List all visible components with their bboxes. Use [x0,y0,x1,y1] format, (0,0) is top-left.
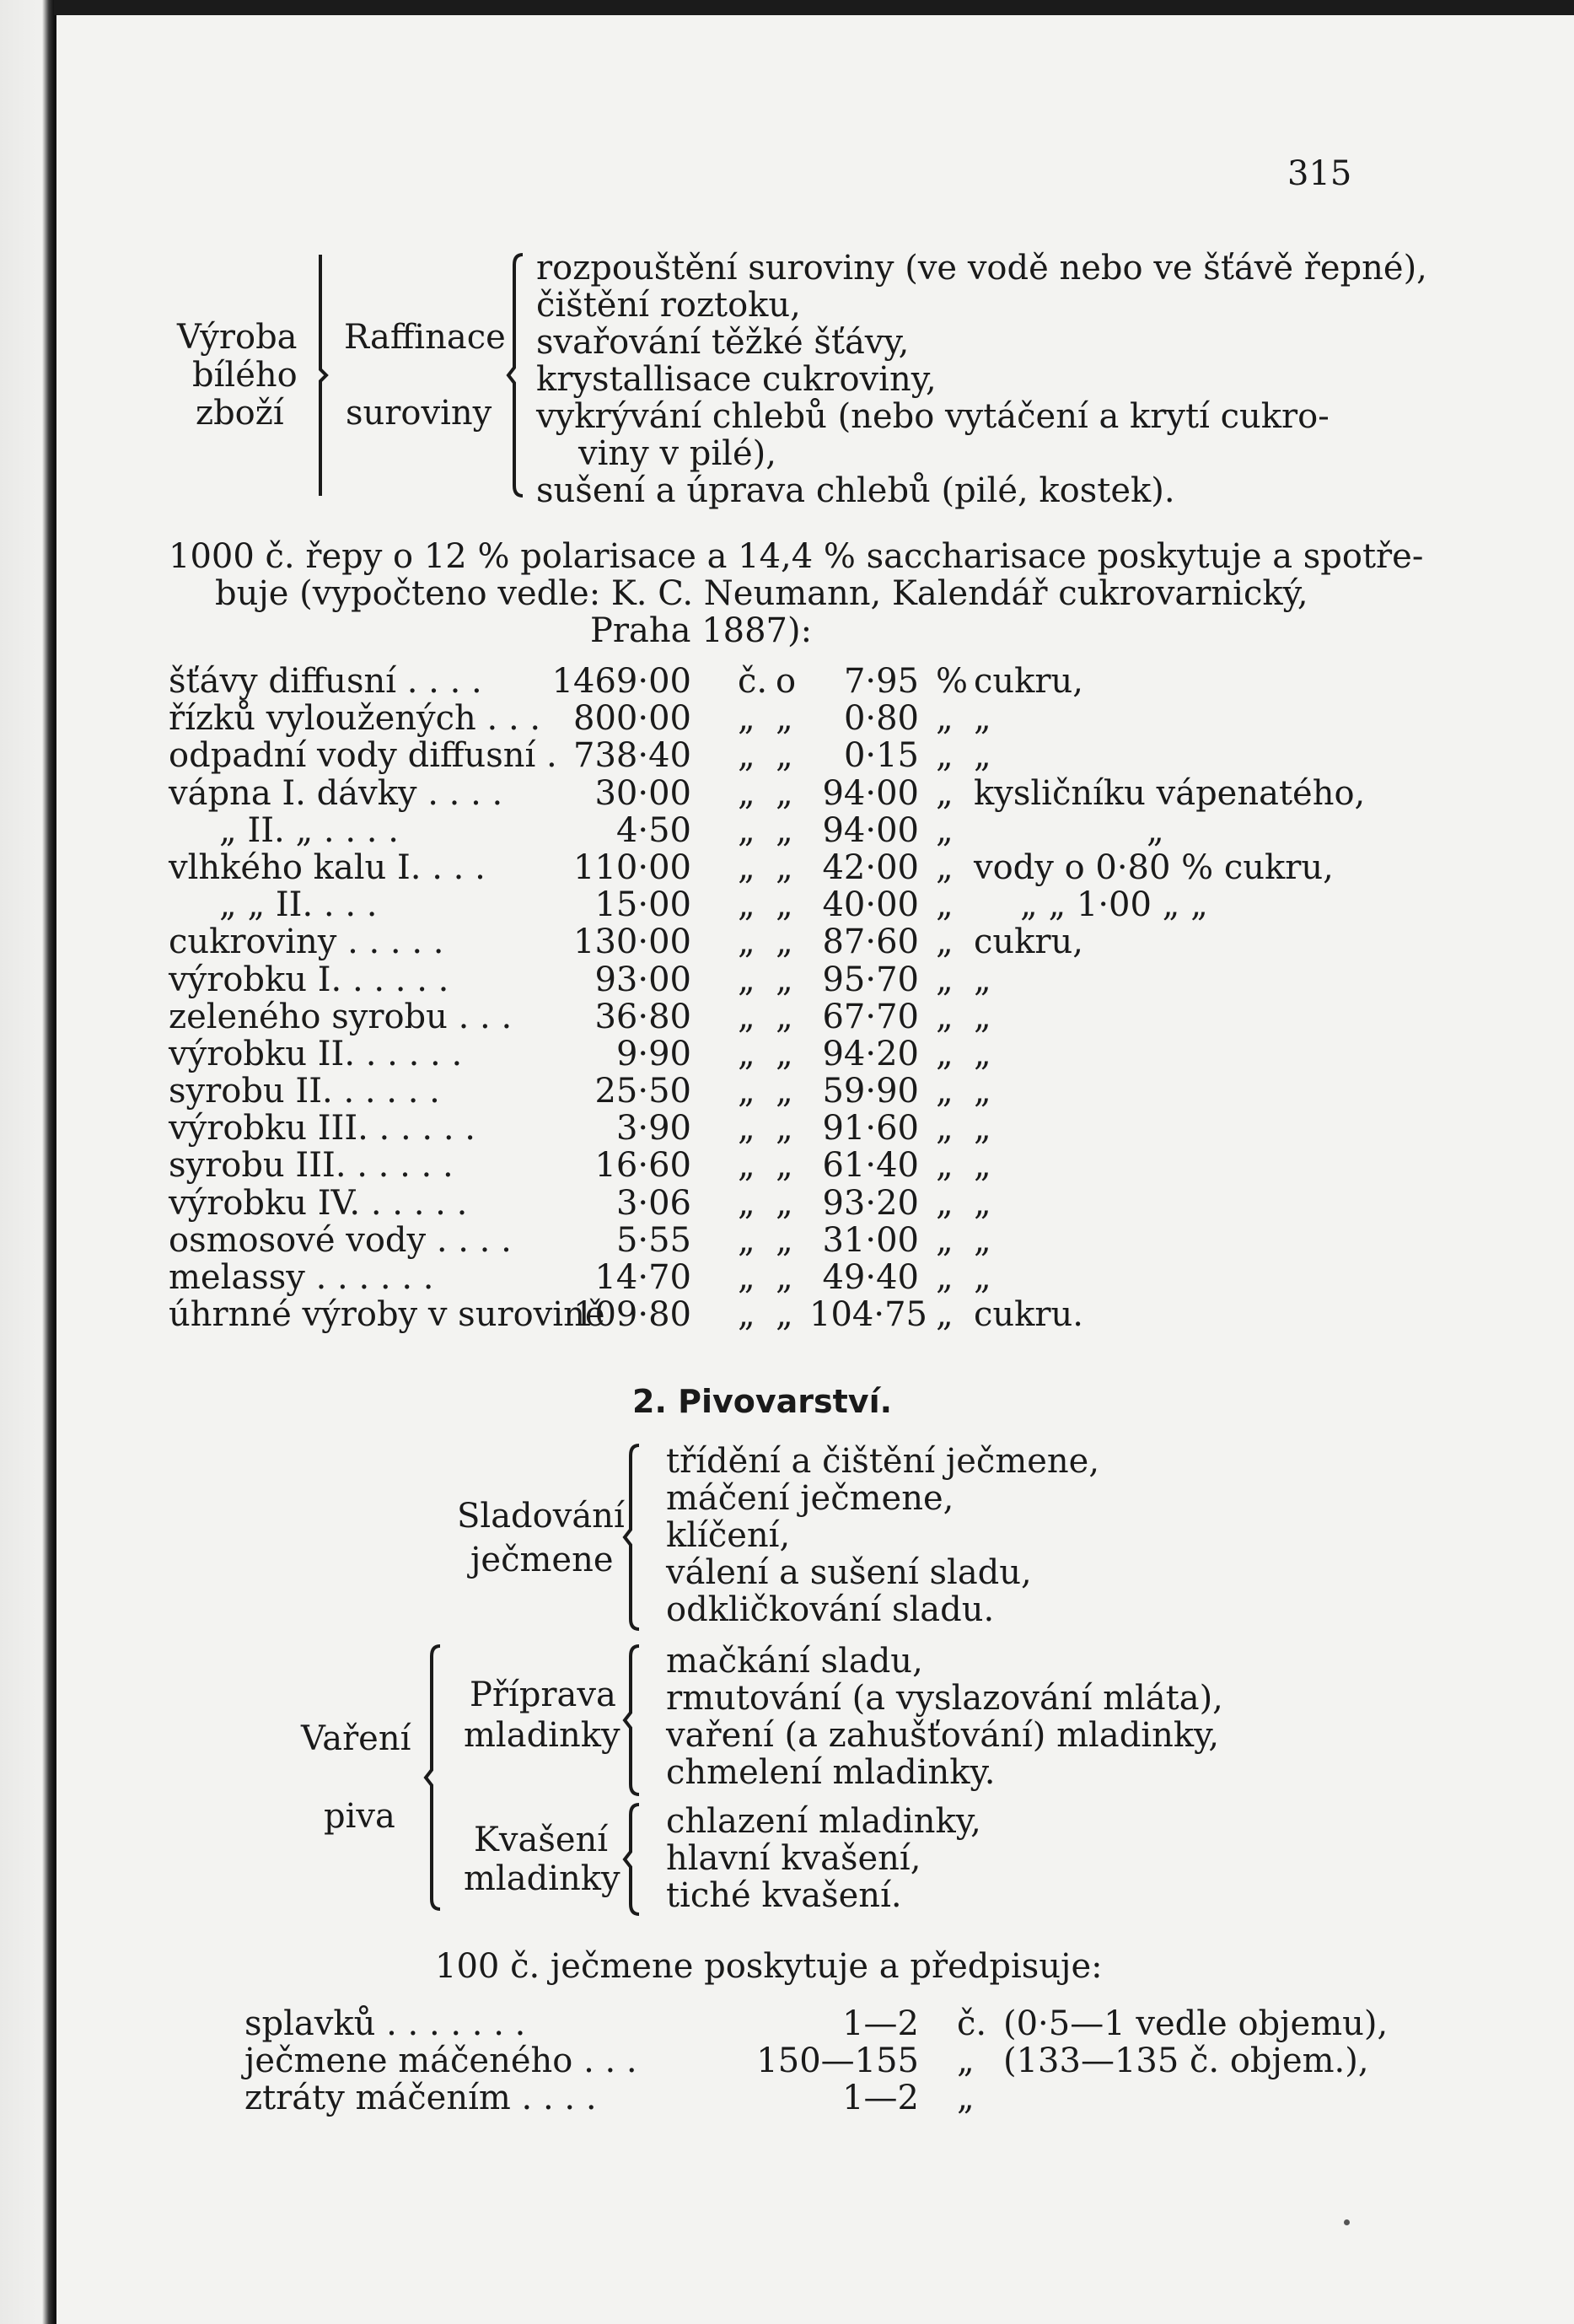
malting-step-1: třídění a čištění ječmene, [666,1442,1100,1481]
refining-step-2: čištění roztoku, [536,286,801,325]
refining-step-6: viny v pilé), [578,434,776,473]
prep-step-3: vaření (a zahušťování) mladinky, [666,1716,1220,1755]
malting-step-4: válení a sušení sladu, [666,1553,1032,1592]
brace-ferm [624,1803,641,1916]
col1-line-2: bílého [192,356,298,395]
refining-step-4: krystallisace cukroviny, [536,360,937,399]
malting-step-2: máčení ječmene, [666,1479,954,1518]
col1-line-3: zboží [196,394,284,433]
prep-label-2: mladinky [464,1716,620,1755]
ferm-label-1: Kvašení [474,1821,609,1859]
ferm-step-2: hlavní kvašení, [666,1839,921,1878]
brewing-label-1: Vaření [301,1719,411,1758]
malting-label-1: Sladování [457,1497,625,1536]
section-heading: 2. Pivovarství. [632,1383,893,1420]
prep-step-2: rmutování (a vyslazování mláta), [666,1679,1223,1718]
col2-line-1: Raffinace [344,318,506,357]
page-gutter [0,0,54,2324]
refining-step-7: sušení a úprava chlebů (pilé, kostek). [536,471,1175,510]
brace-right-1 [508,253,524,498]
brace-left-1 [312,253,329,498]
brace-brewing [423,1644,442,1911]
page-number: 315 [1287,154,1352,193]
refining-step-5: vykrývání chlebů (nebo vytáčení a krytí cukro- [536,397,1330,436]
refining-step-1: rozpouštění suroviny (ve vodě nebo ve šťávě řepné), [536,249,1427,288]
barley-intro: 100 č. ječmene poskytuje a předpisuje: [435,1947,1103,1986]
ink-speck [1344,2219,1350,2225]
brace-prep [624,1644,641,1796]
ferm-step-1: chlazení mladinky, [666,1802,981,1841]
malting-label-2: ječmene [470,1541,614,1579]
refining-step-3: svařování těžké šťávy, [536,323,910,362]
ferm-step-3: tiché kvašení. [666,1876,902,1915]
intro-line-2: buje (vypočteno vedle: K. C. Neumann, Kalendář cukrovarnický, [215,574,1308,613]
prep-step-1: mačkání sladu, [666,1642,923,1681]
malting-step-3: klíčení, [666,1516,791,1555]
brace-malting [624,1444,641,1631]
intro-line-1: 1000 č. řepy o 12 % polarisace a 14,4 % saccharisace poskytuje a spotře- [169,537,1424,576]
prep-step-4: chmelení mladinky. [666,1753,996,1792]
col2-line-2: suroviny [346,394,492,433]
ferm-label-2: mladinky [464,1859,620,1898]
col1-line-1: Výroba [177,318,298,357]
brewing-label-2: piva [324,1797,395,1836]
intro-line-3: Praha 1887): [590,611,813,650]
malting-step-5: odkličkování sladu. [666,1590,995,1629]
prep-label-1: Příprava [470,1676,616,1714]
